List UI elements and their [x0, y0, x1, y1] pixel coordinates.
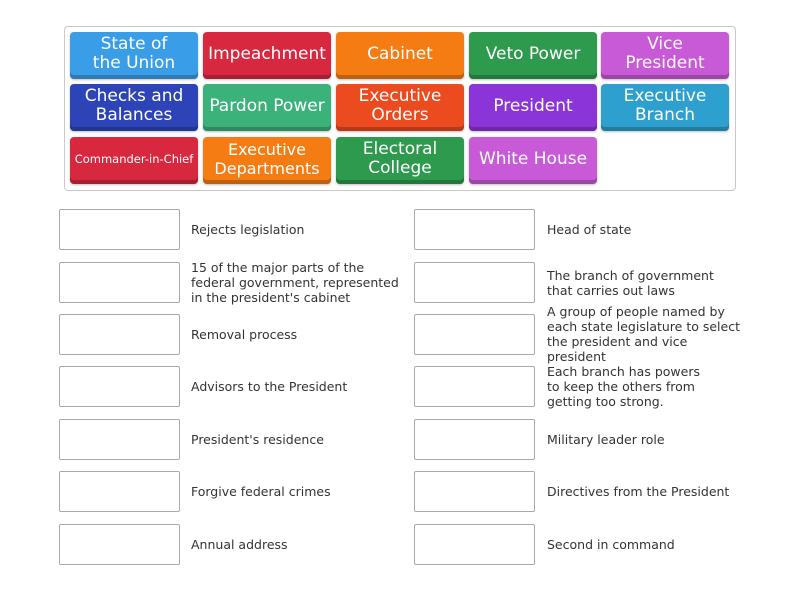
- tile-label: Veto Power: [485, 43, 581, 64]
- drop-box[interactable]: [59, 209, 180, 250]
- tile-label: White House: [478, 148, 588, 169]
- drop-box[interactable]: [414, 262, 535, 303]
- clue-text: Removal process: [191, 327, 298, 342]
- tile-executive-departments[interactable]: [203, 137, 331, 184]
- tile-veto-power[interactable]: [469, 32, 597, 79]
- tile-president[interactable]: [469, 84, 597, 131]
- clue-text: 15 of the major parts of the federal government, represented in the president's cabinet: [191, 260, 399, 305]
- drop-box[interactable]: [414, 209, 535, 250]
- tile-label: Checks and Balances: [84, 86, 184, 125]
- drop-box[interactable]: [59, 419, 180, 460]
- tile-label: Cabinet: [367, 43, 433, 64]
- drop-box[interactable]: [414, 471, 535, 512]
- tile-checks-and-balances[interactable]: [70, 84, 198, 131]
- tile-label: State of the Union: [92, 34, 176, 73]
- tile-electoral-college[interactable]: [336, 137, 464, 184]
- tile-executive-branch[interactable]: [601, 84, 729, 131]
- clue-text: Annual address: [191, 537, 288, 552]
- tile-label: Electoral College: [362, 139, 438, 178]
- tile-label: Impeachment: [208, 43, 326, 64]
- clue-text: A group of people named by each state legislature to select the president and vice president: [547, 304, 740, 364]
- clue-text: Second in command: [547, 537, 675, 552]
- tile-label: Vice President: [625, 34, 705, 73]
- tile-white-house[interactable]: [469, 137, 597, 184]
- drop-box[interactable]: [59, 524, 180, 565]
- clue-text: Directives from the President: [547, 484, 730, 499]
- clue-text: Rejects legislation: [191, 222, 305, 237]
- clue-text: Head of state: [547, 222, 632, 237]
- tile-label: Commander-in-Chief: [74, 152, 194, 166]
- clue-text: Advisors to the President: [191, 379, 348, 394]
- drop-box[interactable]: [59, 314, 180, 355]
- tile-label: Executive Orders: [358, 86, 442, 125]
- clue-text: President's residence: [191, 432, 324, 447]
- tile-cabinet[interactable]: [336, 32, 464, 79]
- clue-text: The branch of government that carries out laws: [547, 267, 714, 298]
- drop-box[interactable]: [414, 419, 535, 460]
- clue-text: Forgive federal crimes: [191, 484, 331, 499]
- tile-commander-in-chief[interactable]: [70, 137, 198, 184]
- drop-box[interactable]: [59, 471, 180, 512]
- tile-label: Pardon Power: [209, 95, 325, 116]
- drop-box[interactable]: [59, 366, 180, 407]
- tile-label: President: [493, 95, 573, 116]
- tile-pardon-power[interactable]: [203, 84, 331, 131]
- drop-box[interactable]: [59, 262, 180, 303]
- tile-vice-president[interactable]: [601, 32, 729, 79]
- drop-box[interactable]: [414, 314, 535, 355]
- tile-label: Executive Departments: [214, 140, 320, 178]
- tile-state-of-the-union[interactable]: [70, 32, 198, 79]
- clue-text: Each branch has powers to keep the others from getting too strong.: [547, 363, 700, 409]
- tile-impeachment[interactable]: [203, 32, 331, 79]
- tile-label: Executive Branch: [623, 86, 707, 125]
- drop-box[interactable]: [414, 524, 535, 565]
- drop-box[interactable]: [414, 366, 535, 407]
- tile-executive-orders[interactable]: [336, 84, 464, 131]
- clue-text: Military leader role: [547, 432, 665, 447]
